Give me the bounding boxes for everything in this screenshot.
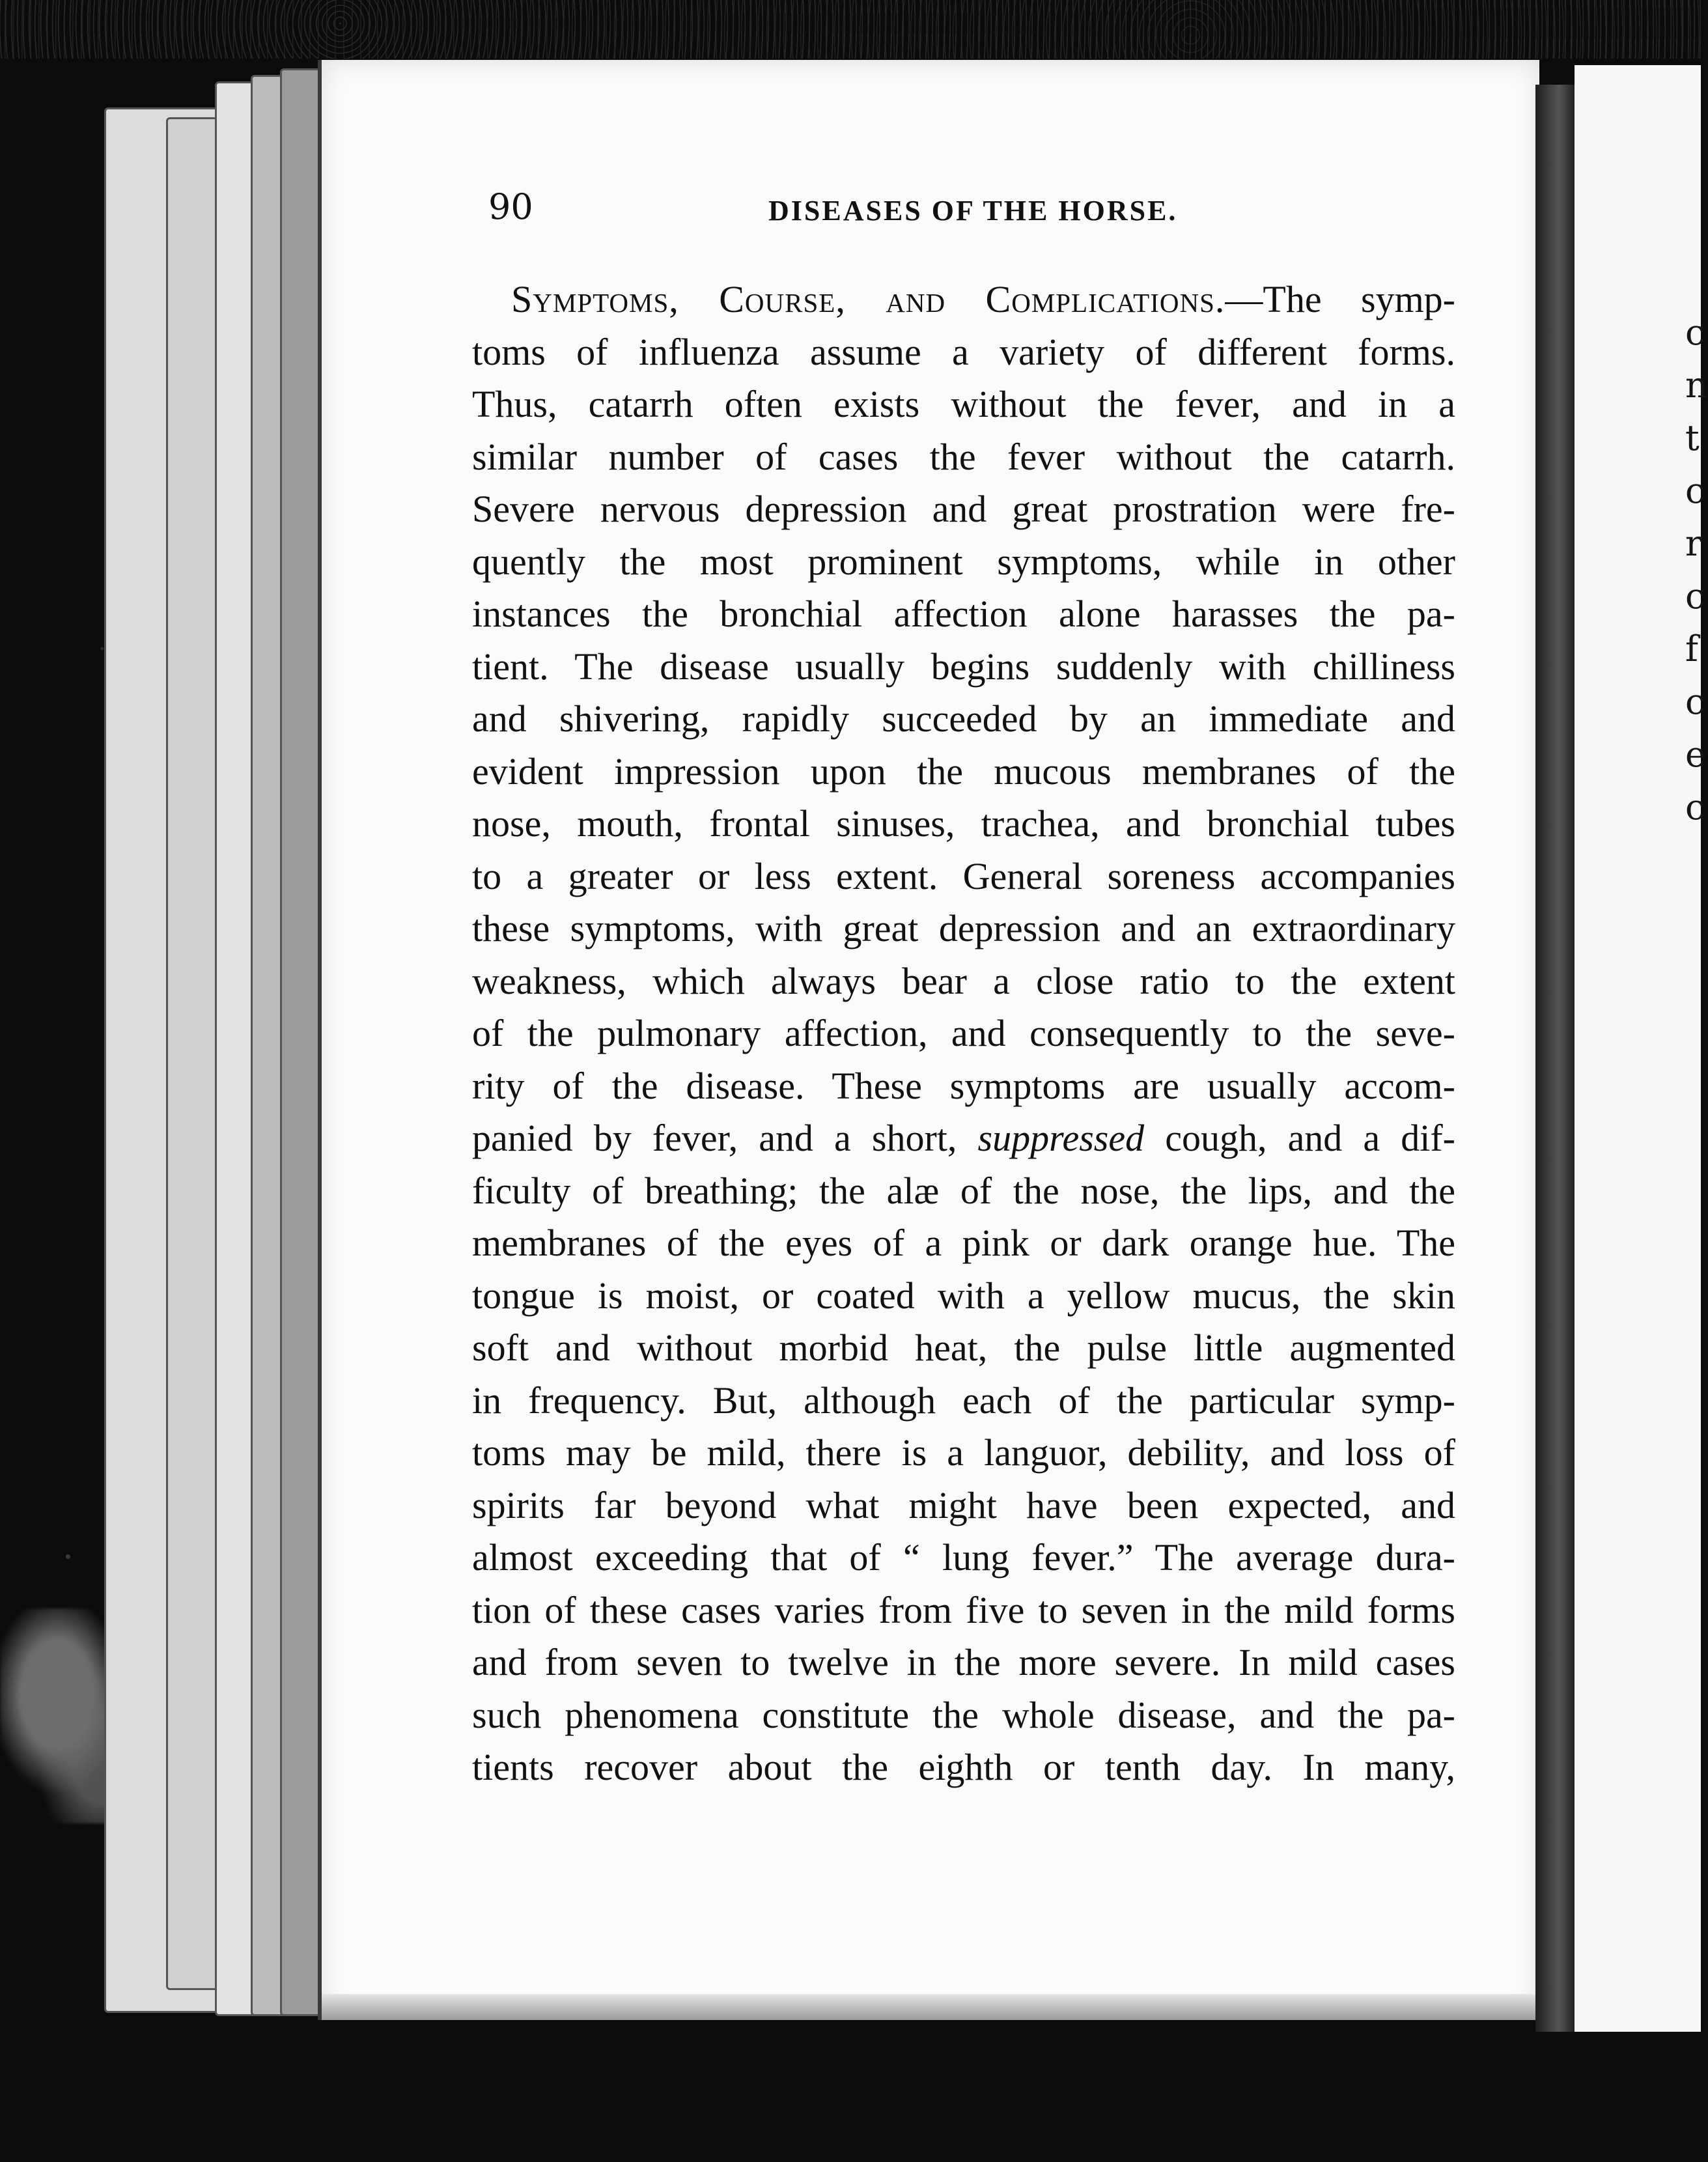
text-line-content: culty of breathing; the alæ of the nose, the lips, and the xyxy=(495,1169,1455,1212)
facing-page-letter: r xyxy=(1685,523,1702,564)
text-line: almost exceeding that of “ lung fever.” The average dura- xyxy=(472,1536,1455,1579)
page-title: DISEASES OF THE HORSE. xyxy=(768,195,1178,227)
text-line: tion of these cases varies from five to seven in the mild forms xyxy=(472,1588,1455,1631)
text-line xyxy=(472,1165,1455,1218)
text-line: tient. The disease usually begins suddenly with chilliness xyxy=(472,645,1455,688)
facing-page-letter: c xyxy=(1685,787,1705,828)
text-line: membranes of the eyes of a pink or dark orange hue. The xyxy=(472,1222,1455,1264)
section-heading: Symptoms, Course, and Complications. xyxy=(511,278,1225,320)
text-line: quently the most prominent symptoms, while in other xyxy=(472,540,1455,583)
running-head xyxy=(488,186,1530,245)
text-line: rity of the disease. These symptoms are usually accom- xyxy=(472,1064,1455,1107)
text-line: similar number of cases the fever without the catarrh. xyxy=(472,435,1455,478)
text-line: Severe nervous depression and great prostration were fre- xyxy=(472,488,1455,530)
page-number: 90 xyxy=(488,186,533,227)
facing-page xyxy=(1575,65,1708,2032)
facing-page-letter: f xyxy=(1685,628,1698,669)
facing-page-letters xyxy=(1685,306,1708,834)
text-line: Thus, catarrh often exists without the fever, and in a xyxy=(472,383,1455,425)
text-line: of the pulmonary affection, and consequently to the seve- xyxy=(472,1012,1455,1054)
text-line: spirits far beyond what might have been expected, and xyxy=(472,1483,1455,1526)
text-line: tongue is moist, or coated with a yellow mucus, the skin xyxy=(472,1274,1455,1317)
text-line-content: fever, and a short, xyxy=(652,1117,978,1159)
book-gutter xyxy=(1535,85,1575,2032)
text-line: these symptoms, with great depression and an extraordinary xyxy=(472,907,1455,949)
italic-word: suppressed xyxy=(977,1117,1145,1159)
facing-page-letter: c xyxy=(1685,576,1705,617)
text-line: instances the bronchial affection alone harasses the pa- xyxy=(472,593,1455,635)
text-line-content: cough, and a dif- xyxy=(1144,1117,1455,1159)
facing-page-letter: e xyxy=(1685,734,1706,775)
body-text xyxy=(472,274,1455,1794)
facing-page-letter: c xyxy=(1685,470,1705,511)
facing-page-letter: c xyxy=(1685,681,1705,722)
facing-page-letter: n xyxy=(1685,365,1708,406)
text-line-content: fi xyxy=(472,1169,496,1212)
text-line: tients recover about the eighth or tenth day. In many, xyxy=(472,1746,1455,1788)
background-speckle xyxy=(0,0,1701,59)
text-line: toms may be mild, there is a languor, debility, and loss of xyxy=(472,1431,1455,1474)
text-line-content: panied by xyxy=(472,1117,652,1159)
text-line: soft and without morbid heat, the pulse little augmented xyxy=(472,1327,1455,1369)
text-line xyxy=(472,1112,1455,1165)
text-line: in frequency. But, although each of the particular symp- xyxy=(472,1379,1455,1422)
facing-page-letter: c xyxy=(1685,312,1705,353)
text-line: such phenomena constitute the whole disease, and the pa- xyxy=(472,1693,1455,1736)
text-line xyxy=(472,274,1455,326)
page-bottom-edge xyxy=(322,1994,1539,2020)
text-line: to a greater or less extent. General soreness accompanies xyxy=(472,854,1455,897)
text-line-content: —The symp- xyxy=(1225,278,1455,320)
text-line: weakness, which always bear a close ratio to the extent xyxy=(472,959,1455,1002)
text-line: and shivering, rapidly succeeded by an immediate and xyxy=(472,697,1455,740)
text-line: evident impression upon the mucous membranes of the xyxy=(472,750,1455,793)
text-line: toms of influenza assume a variety of different forms. xyxy=(472,330,1455,373)
facing-page-letter: t xyxy=(1685,417,1700,458)
text-line: and from seven to twelve in the more severe. In mild cases xyxy=(472,1641,1455,1683)
text-line: nose, mouth, frontal sinuses, trachea, and bronchial tubes xyxy=(472,802,1455,845)
